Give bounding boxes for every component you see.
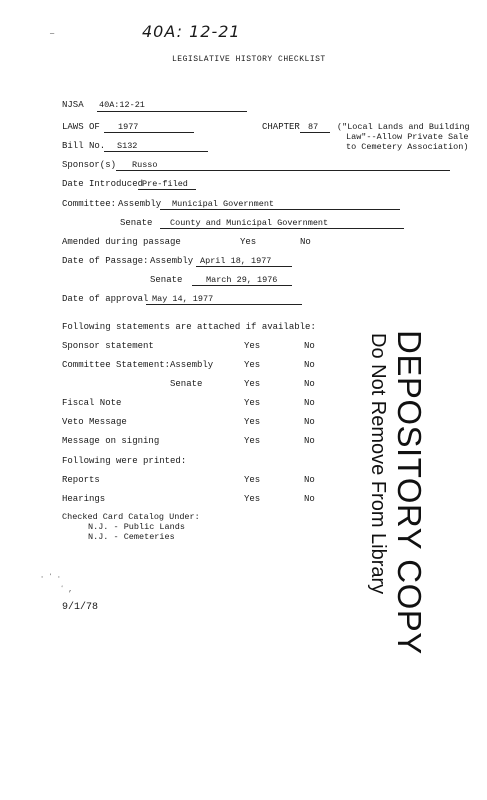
chapter-desc-3: to Cemetery Association) xyxy=(346,142,469,152)
attached-heading: Following statements are attached if available: xyxy=(62,322,316,332)
date-introduced-value: Pre-filed xyxy=(142,179,188,189)
catalog-line-2: N.J. - Public Lands xyxy=(88,522,185,532)
passage-assembly-label: Assembly xyxy=(150,256,194,266)
scribble-mark: · ʻ · xyxy=(40,574,62,582)
statement-yes: Yes xyxy=(244,398,261,408)
do-not-remove-stamp: Do Not Remove From Library xyxy=(367,333,389,595)
njsa-underline xyxy=(97,111,247,112)
date-of-passage-label: Date of Passage: xyxy=(62,256,149,266)
statement-no: No xyxy=(304,360,315,370)
amended-no: No xyxy=(300,237,311,247)
statement-no: No xyxy=(304,379,315,389)
statement-label: Veto Message xyxy=(62,417,127,427)
scribble-mark: ʻ , xyxy=(60,586,73,594)
statement-yes: Yes xyxy=(244,417,261,427)
passage-assembly-underline xyxy=(196,266,292,267)
printed-label: Hearings xyxy=(62,494,106,504)
chapter-desc-2: Law"--Allow Private Sale xyxy=(346,132,469,142)
catalog-line-3: N.J. - Cemeteries xyxy=(88,532,175,542)
laws-of-label: LAWS OF xyxy=(62,122,100,132)
statement-label: Fiscal Note xyxy=(62,398,122,408)
statement-no: No xyxy=(304,417,315,427)
njsa-value: 40A:12-21 xyxy=(99,100,145,110)
passage-senate-value: March 29, 1976 xyxy=(206,275,278,285)
printed-no: No xyxy=(304,494,315,504)
corner-mark: — xyxy=(50,30,55,38)
statement-yes: Yes xyxy=(244,341,261,351)
statement-no: No xyxy=(304,341,315,351)
statement-sub: Senate xyxy=(170,379,203,389)
committee-senate-value: County and Municipal Government xyxy=(170,218,329,228)
chapter-value: 87 xyxy=(308,122,319,132)
chapter-underline xyxy=(300,132,330,133)
passage-senate-label: Senate xyxy=(150,275,183,285)
printed-no: No xyxy=(304,475,315,485)
depository-stamp: DEPOSITORY COPY xyxy=(391,330,428,655)
committee-senate-underline xyxy=(160,228,404,229)
statement-label: Sponsor statement xyxy=(62,341,154,351)
printed-yes: Yes xyxy=(244,475,261,485)
printed-label: Reports xyxy=(62,475,100,485)
chapter-label: CHAPTER xyxy=(262,122,300,132)
statement-sub: Assembly xyxy=(170,360,214,370)
chapter-desc-1: ("Local Lands and Building xyxy=(337,122,470,132)
committee-senate-label: Senate xyxy=(120,218,153,228)
passage-senate-underline xyxy=(192,285,292,286)
amended-label: Amended during passage xyxy=(62,237,181,247)
committee-assembly-value: Municipal Government xyxy=(172,199,275,209)
njsa-label: NJSA xyxy=(62,100,84,110)
printed-yes: Yes xyxy=(244,494,261,504)
statement-yes: Yes xyxy=(244,360,261,370)
amended-yes: Yes xyxy=(240,237,257,247)
committee-label: Committee: xyxy=(62,199,117,209)
footer-date: 9/1/78 xyxy=(62,602,99,613)
bill-no-value: S132 xyxy=(117,141,138,151)
statement-no: No xyxy=(304,398,315,408)
date-of-approval-underline xyxy=(146,304,302,305)
date-introduced-underline xyxy=(138,189,196,190)
statement-yes: Yes xyxy=(244,379,261,389)
printed-heading: Following were printed: xyxy=(62,456,187,466)
page-title: LEGISLATIVE HISTORY CHECKLIST xyxy=(172,55,326,64)
passage-assembly-value: April 18, 1977 xyxy=(200,256,272,266)
sponsor-value: Russo xyxy=(132,160,158,170)
statement-label: Message on signing xyxy=(62,436,160,446)
date-of-approval-label: Date of approval xyxy=(62,294,149,304)
statement-label: Committee Statement: xyxy=(62,360,171,370)
date-introduced-label: Date Introduced xyxy=(62,179,144,189)
sponsor-label: Sponsor(s) xyxy=(62,160,117,170)
catalog-line-1: Checked Card Catalog Under: xyxy=(62,512,200,522)
bill-no-underline xyxy=(104,151,208,152)
committee-assembly-underline xyxy=(160,209,400,210)
committee-assembly-label: Assembly xyxy=(118,199,162,209)
date-of-approval-value: May 14, 1977 xyxy=(152,294,214,304)
sponsor-underline xyxy=(116,170,450,171)
statement-no: No xyxy=(304,436,315,446)
statement-yes: Yes xyxy=(244,436,261,446)
laws-of-underline xyxy=(104,132,194,133)
laws-of-value: 1977 xyxy=(118,122,139,132)
handwritten-header: 40A: 12-21 xyxy=(142,22,241,41)
bill-no-label: Bill No. xyxy=(62,141,106,151)
